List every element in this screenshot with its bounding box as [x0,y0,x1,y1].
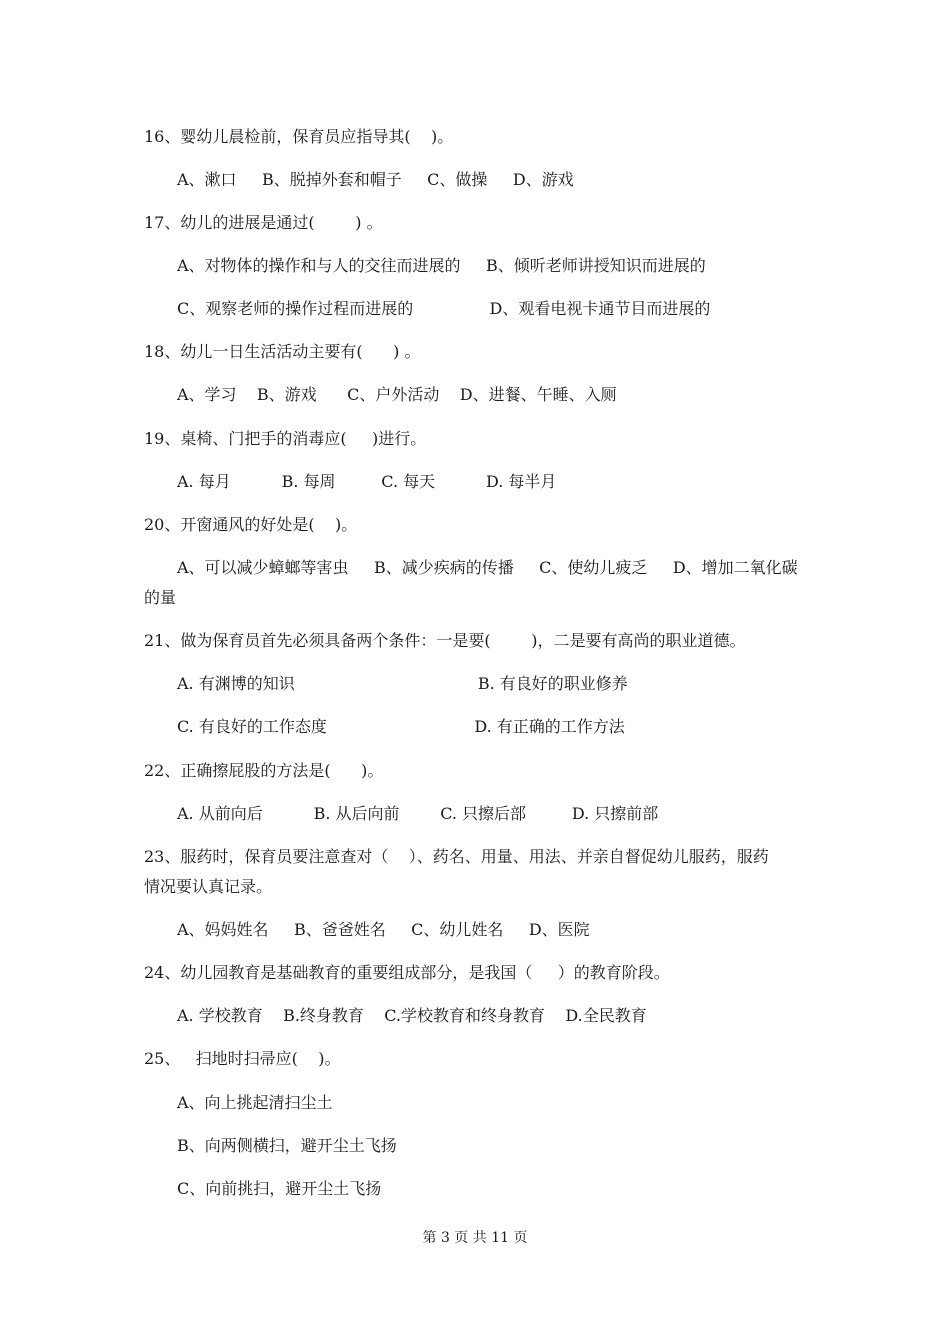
question-21-stem: 21、做为保育员首先必须具备两个条件：一是要( )，二是要有高尚的职业道德。 [144,631,746,650]
question-18-options: A、学习 B、游戏 C、户外活动 D、进餐、午睡、入厕 [177,385,617,404]
question-18-stem: 18、幼儿一日生活活动主要有( ) 。 [144,342,421,361]
question-24-options: A. 学校教育 B.终身教育 C.学校教育和终身教育 D.全民教育 [177,1006,647,1025]
question-19-stem: 19、桌椅、门把手的消毒应( )进行。 [144,429,427,448]
question-22-stem: 22、正确擦屁股的方法是( )。 [144,761,384,780]
question-22-options: A. 从前向后 B. 从后向前 C. 只擦后部 D. 只擦前部 [177,804,659,823]
question-20-stem: 20、开窗通风的好处是( )。 [144,515,358,534]
question-23-stem-continued: 情况要认真记录。 [144,877,273,896]
question-16-stem: 16、婴幼儿晨检前，保育员应指导其( )。 [144,127,454,146]
question-16-options: A、漱口 B、脱掉外套和帽子 C、做操 D、游戏 [177,170,574,189]
question-24-stem: 24、幼儿园教育是基础教育的重要组成部分，是我国（ ）的教育阶段。 [144,963,670,982]
question-23-options: A、妈妈姓名 B、爸爸姓名 C、幼儿姓名 D、医院 [177,920,590,939]
question-17-stem: 17、幼儿的进展是通过( ) 。 [144,213,383,232]
question-17-options-ab: A、对物体的操作和与人的交往而进展的 B、倾听老师讲授知识而进展的 [177,256,706,275]
question-25-option-b: B、向两侧横扫，避开尘土飞扬 [177,1136,397,1155]
question-20-options: A、可以减少蟑螂等害虫 B、减少疾病的传播 C、使幼儿疲乏 D、增加二氧化碳 [177,558,798,577]
question-25-option-a: A、向上挑起清扫尘土 [177,1093,333,1112]
question-17-options-cd: C、观察老师的操作过程而进展的 D、观看电视卡通节目而进展的 [177,299,711,318]
question-20-options-continued: 的量 [144,588,177,607]
question-25-stem: 25、 扫地时扫帚应( )。 [144,1049,341,1068]
question-23-stem: 23、服药时，保育员要注意查对（ ）、药名、用量、用法、并亲自督促幼儿服药，服药 [144,847,769,866]
question-19-options: A. 每月 B. 每周 C. 每天 D. 每半月 [177,472,557,491]
page-number-footer: 第 3 页 共 11 页 [422,1230,528,1246]
question-25-option-c: C、向前挑扫，避开尘土飞扬 [177,1179,382,1198]
question-21-options-ab: A. 有渊博的知识 B. 有良好的职业修养 [177,674,628,693]
question-21-options-cd: C. 有良好的工作态度 D. 有正确的工作方法 [177,717,625,736]
